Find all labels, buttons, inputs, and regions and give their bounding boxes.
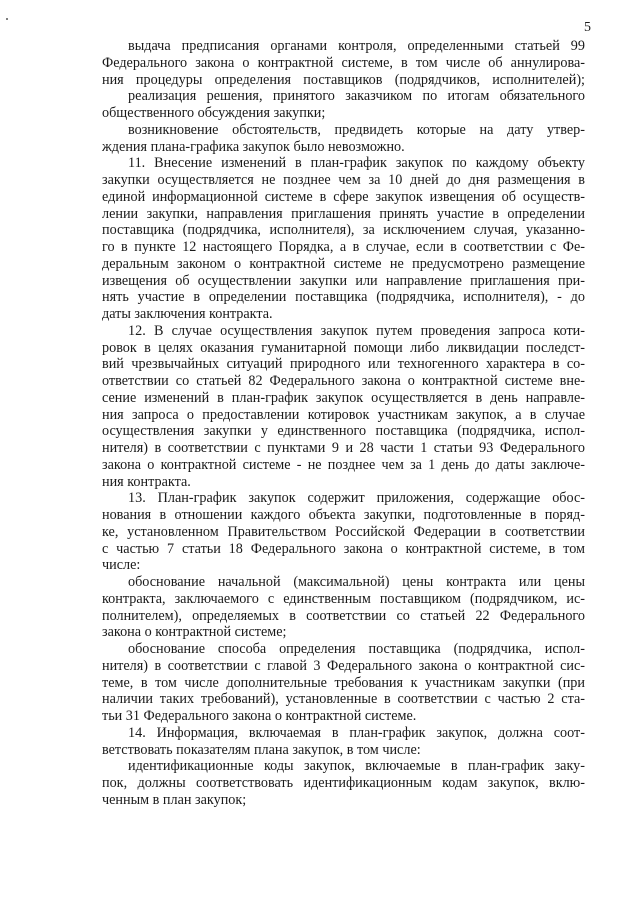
text-line-content: числе:: [102, 557, 141, 574]
text-line: [0, 256, 640, 273]
text-line: [0, 423, 640, 440]
text-line: [0, 189, 640, 206]
text-line-content: выдача предписания органами контроля, определенными статьей 99: [128, 38, 585, 54]
text-line: [0, 356, 640, 373]
text-line: [0, 574, 640, 591]
text-line: [0, 38, 640, 55]
text-line: [0, 557, 640, 574]
text-line: [0, 239, 640, 256]
text-line: [0, 775, 640, 792]
text-line-content: закона о контрактной системе;: [102, 624, 287, 641]
text-line: [0, 742, 640, 759]
text-line: [0, 323, 640, 340]
text-line-content: обоснование начальной (максимальной) цены контракта или цены: [128, 574, 585, 590]
text-line: [0, 88, 640, 105]
text-line-content: Федерального закона о контрактной системе, в том числе об аннулирова-: [102, 54, 585, 71]
text-line: [0, 474, 640, 491]
text-line-content: закона о контрактной системе - не позднее чем за 1 день до даты заключе-: [102, 456, 585, 473]
text-line: [0, 407, 640, 424]
text-line: [0, 55, 640, 72]
text-line: [0, 725, 640, 742]
text-line: [0, 155, 640, 172]
text-line-content: сение изменений в план-график закупок осуществляется в день направле-: [102, 389, 585, 406]
text-line: [0, 641, 640, 658]
text-line: [0, 206, 640, 223]
text-line-content: контракта, заключаемого с единственным поставщиком (подрядчиком, ис-: [102, 590, 585, 607]
text-line-content: нования в отношении каждого объекта закупки, подготовленные в поряд-: [102, 507, 585, 523]
text-line-content: лении закупки, направления приглашения принять участие в определении: [102, 205, 585, 222]
text-line: [0, 373, 640, 390]
text-line: [0, 658, 640, 675]
page-number: 5: [584, 20, 591, 35]
text-line: [0, 390, 640, 407]
text-line: [0, 222, 640, 239]
text-line: [0, 306, 640, 323]
text-line-content: нителя) в соответствии с главой 3 Федерального закона о контрактной сис-: [102, 657, 585, 674]
text-line: [0, 72, 640, 89]
text-line-content: теме, в том числе дополнительные требования к участникам закупки (при: [102, 674, 585, 691]
text-line-content: ответствии со статьей 82 Федерального закона о контрактной системе вне-: [102, 373, 585, 389]
text-line-content: ченным в план закупок;: [102, 791, 247, 808]
text-line: [0, 758, 640, 775]
text-line-content: вий чрезвычайных ситуаций природного или техногенного характера в со-: [102, 356, 585, 373]
text-line-content: возникновение обстоятельств, предвидеть которые на дату утвер-: [128, 121, 585, 138]
text-line: [0, 490, 640, 507]
text-line-content: с частью 7 статьи 18 Федерального закона о контрактной системе, в том: [102, 540, 585, 557]
body-text: [0, 38, 640, 809]
text-line-content: обоснование способа определения поставщика (подрядчика, испол-: [128, 641, 585, 657]
text-line-content: ния процедуры определения поставщиков (подрядчиков, исполнителей);: [102, 71, 585, 88]
text-line-content: извещения об осуществлении закупки или направление приглашения при-: [102, 272, 585, 289]
text-line: [0, 608, 640, 625]
text-line-content: ровок в целях оказания гуманитарной помощи либо ликвидации последст-: [102, 339, 585, 356]
text-line-content: закупки осуществляется не позднее чем за 10 дней до дня размещения в: [102, 172, 585, 188]
text-line-content: ветствовать показателям плана закупок, в том числе:: [102, 741, 421, 758]
text-line: [0, 541, 640, 558]
text-line-content: общественного обсуждения закупки;: [102, 105, 326, 121]
text-line: [0, 122, 640, 139]
text-line-content: пок, должны соответствовать идентификационным кодам закупок, вклю-: [102, 775, 585, 791]
text-line: [0, 289, 640, 306]
text-line-content: го в пункте 12 настоящего Порядка, а в случае, если в соответствии с Фе-: [102, 239, 585, 255]
text-line-content: поставщика (подрядчика, исполнителя), за исключением случая, указанно-: [102, 222, 585, 239]
text-line: [0, 440, 640, 457]
text-line: [0, 340, 640, 357]
text-line: [0, 691, 640, 708]
text-line: [0, 708, 640, 725]
text-line-content: ния запроса о предоставлении котировок участникам закупок, а в случае: [102, 406, 585, 423]
text-line-content: осуществления закупки у единственного поставщика (подрядчика, испол-: [102, 423, 585, 440]
text-line-content: нителя) в соответствии с пунктами 9 и 28 части 1 статьи 93 Федерального: [102, 440, 585, 456]
text-line-content: наличии таких требований), установленные в соответствии с частью 2 ста-: [102, 691, 585, 708]
text-line-content: 12. В случае осуществления закупок путем проведения запроса коти-: [128, 322, 585, 339]
text-line-content: даты заключения контракта.: [102, 306, 273, 322]
text-line: [0, 591, 640, 608]
text-line-content: единой информационной системе в сфере закупок извещения об осуществ-: [102, 188, 585, 205]
text-line-content: полнителем), определяемых в соответствии со статьей 22 Федерального: [102, 607, 585, 624]
text-line: [0, 273, 640, 290]
text-line: [0, 457, 640, 474]
text-line: [0, 172, 640, 189]
text-line: [0, 507, 640, 524]
text-line: [0, 524, 640, 541]
text-line-content: 13. План-график закупок содержит приложения, содержащие обос-: [128, 490, 585, 507]
text-line: [0, 792, 640, 809]
text-line: [0, 624, 640, 641]
text-line-content: реализация решения, принятого заказчиком по итогам обязательного: [128, 88, 585, 105]
text-line-content: ке, установленном Правительством Российской Федерации в соответствии: [102, 523, 585, 540]
text-line: [0, 105, 640, 122]
text-line-content: 11. Внесение изменений в план-график закупок по каждому объекту: [128, 155, 585, 172]
text-line-content: 14. Информация, включаемая в план-график закупок, должна соот-: [128, 724, 585, 741]
text-line-content: ния контракта.: [102, 473, 191, 490]
text-line-content: тьи 31 Федерального закона о контрактной системе.: [102, 708, 417, 724]
text-line-content: идентификационные коды закупок, включаемые в план-график заку-: [128, 758, 585, 775]
text-line: [0, 139, 640, 156]
scan-speck: [6, 18, 8, 20]
text-line-content: деральным законом о контрактной системе не предусмотрено размещение: [102, 255, 585, 272]
text-line-content: нять участие в определении поставщика (подрядчика, исполнителя), - до: [102, 289, 585, 306]
text-line-content: ждения плана-графика закупок было невозможно.: [102, 138, 405, 155]
text-line: [0, 675, 640, 692]
